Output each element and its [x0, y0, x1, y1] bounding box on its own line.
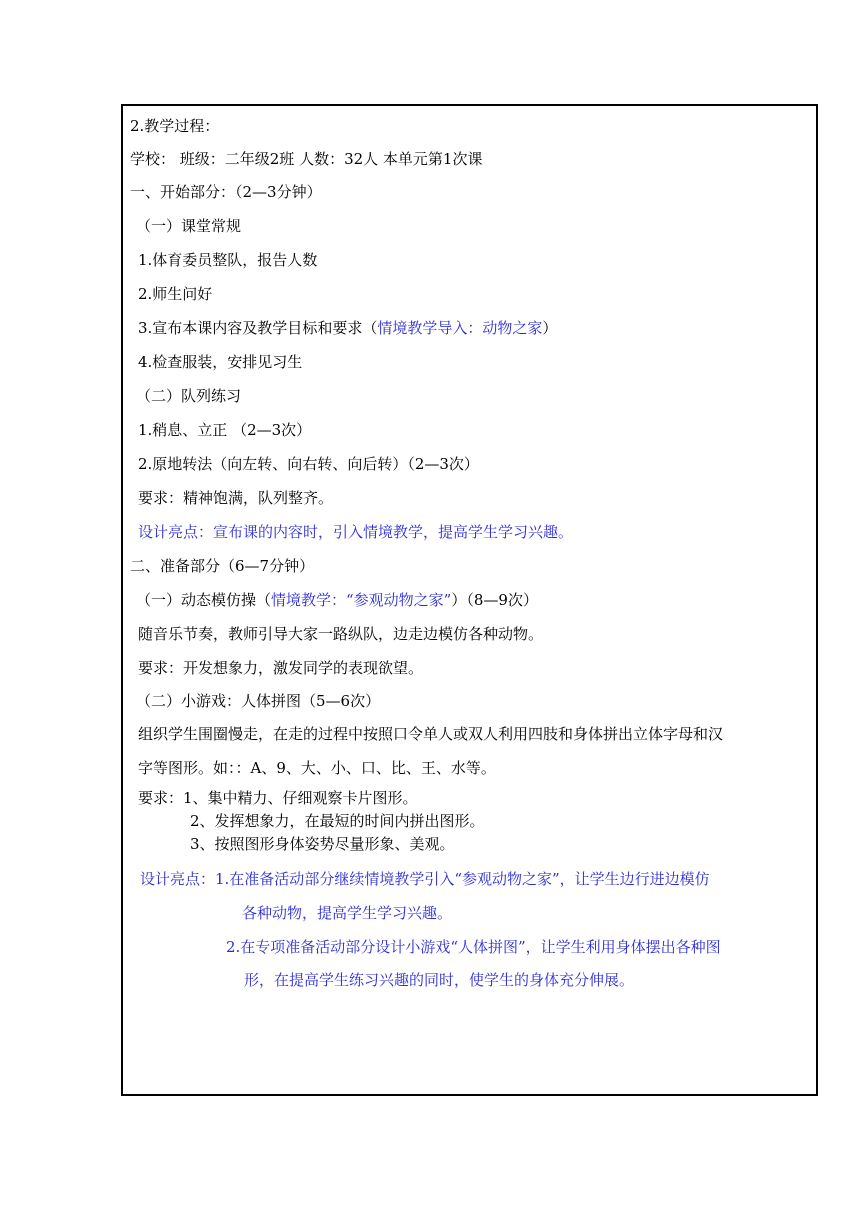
routine-item-3-text: 3.宣布本课内容及教学目标和要求（ [138, 319, 378, 337]
design-highlight-2-line-4: 形，在提高学生练习兴趣的同时，使学生的身体充分伸展。 [244, 971, 635, 989]
routine-item-4: 4.检查服装，安排见习生 [138, 353, 303, 371]
class-info: 学校： 班级：二年级2班 人数：32人 本单元第1次课 [130, 150, 483, 168]
design-highlight-1: 设计亮点：宣布课的内容时，引入情境教学，提高学生学习兴趣。 [138, 523, 574, 541]
drill-item-2: 2.原地转法（向左转、向右转、向后转）（2—3次） [138, 455, 479, 473]
imitation-highlight: 情境教学：“参观动物之家” [271, 591, 452, 609]
situational-intro-highlight: 情境教学导入：动物之家 [377, 319, 543, 337]
subheading-drill: （二）队列练习 [136, 387, 242, 405]
drill-requirement: 要求：精神饱满，队列整齐。 [138, 489, 334, 507]
routine-item-2: 2.师生问好 [138, 285, 213, 303]
subheading-imitation [136, 590, 538, 610]
game-requirement-2: 2、发挥想象力，在最短的时间内拼出图形。 [190, 812, 485, 830]
subheading-routine: （一）课堂常规 [136, 217, 242, 235]
part-two-heading: 二、准备部分（6—7分钟） [130, 557, 315, 575]
design-highlight-2-line-2: 各种动物，提高学生学习兴趣。 [242, 904, 453, 922]
routine-item-3-close: ） [542, 319, 558, 337]
subheading-game: （二）小游戏：人体拼图（5—6次） [136, 692, 381, 710]
imitation-text: （一）动态模仿操（ [136, 591, 272, 609]
imitation-description: 随音乐节奏，教师引导大家一路纵队，边走边模仿各种动物。 [138, 625, 544, 643]
game-requirement-3: 3、按照图形身体姿势尽量形象、美观。 [190, 835, 455, 853]
section-heading-process: 2.教学过程： [130, 117, 220, 135]
imitation-requirement: 要求：开发想象力，激发同学的表现欲望。 [138, 659, 424, 677]
routine-item-1: 1.体育委员整队，报告人数 [138, 251, 318, 269]
game-description-1: 组织学生围圈慢走，在走的过程中按照口令单人或双人利用四肢和身体拼出立体字母和汉 [138, 725, 724, 743]
drill-item-1: 1.稍息、立正 （2—3次） [138, 421, 312, 439]
design-highlight-2-line-1: 设计亮点：1.在准备活动部分继续情境教学引入“参观动物之家”，让学生边行进边模仿 [140, 870, 710, 888]
game-description-2: 字等图形。如：：A、9、大、小、口、比、王、水等。 [138, 759, 496, 777]
imitation-count: ）（8—9次） [451, 591, 538, 609]
routine-item-3 [138, 318, 557, 338]
design-highlight-2-line-3: 2.在专项准备活动部分设计小游戏“人体拼图”，让学生利用身体摆出各种图 [226, 938, 721, 956]
part-one-heading: 一、开始部分：（2—3分钟） [130, 183, 322, 201]
game-requirement-1: 要求：1、集中精力、仔细观察卡片图形。 [138, 789, 418, 807]
